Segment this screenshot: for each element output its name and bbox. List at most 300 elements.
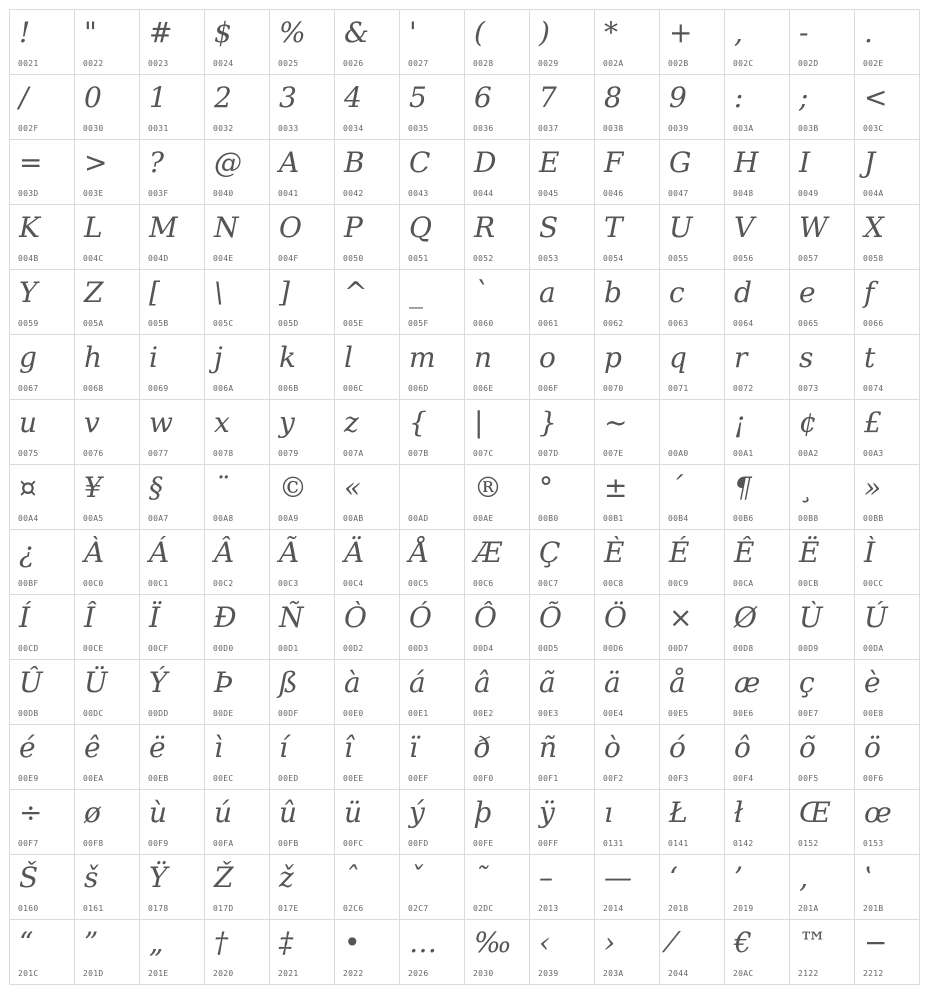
glyph-sample: û — [279, 796, 298, 829]
glyph-cell[interactable] — [725, 205, 790, 270]
glyph-cell[interactable] — [10, 790, 75, 855]
glyph-cell[interactable] — [595, 205, 660, 270]
glyph-cell[interactable] — [10, 855, 75, 920]
glyph-cell[interactable] — [465, 270, 530, 335]
glyph-codepoint: 0027 — [408, 59, 429, 68]
glyph-cell[interactable] — [205, 270, 270, 335]
glyph-cell[interactable] — [75, 920, 140, 985]
glyph-cell[interactable] — [400, 270, 465, 335]
glyph-cell[interactable] — [855, 530, 920, 595]
glyph-cell[interactable] — [205, 10, 270, 75]
glyph-codepoint: 005B — [148, 319, 169, 328]
glyph-codepoint: 0067 — [18, 384, 39, 393]
glyph-cell[interactable] — [205, 75, 270, 140]
glyph-codepoint: 00C7 — [538, 579, 559, 588]
glyph-cell[interactable] — [790, 595, 855, 660]
glyph-cell[interactable] — [725, 790, 790, 855]
glyph-cell[interactable] — [140, 920, 205, 985]
glyph-cell[interactable] — [270, 270, 335, 335]
glyph-codepoint: 002B — [668, 59, 689, 68]
glyph-codepoint: 002C — [733, 59, 754, 68]
glyph-sample: Ú — [864, 601, 888, 634]
glyph-cell[interactable] — [400, 400, 465, 465]
glyph-cell[interactable] — [465, 205, 530, 270]
glyph-sample: ò — [604, 731, 621, 764]
glyph-cell[interactable] — [855, 725, 920, 790]
glyph-codepoint: 0031 — [148, 124, 169, 133]
glyph-codepoint: 00D1 — [278, 644, 299, 653]
glyph-cell[interactable] — [660, 920, 725, 985]
glyph-cell[interactable] — [660, 660, 725, 725]
glyph-cell[interactable] — [660, 270, 725, 335]
glyph-cell[interactable] — [335, 660, 400, 725]
glyph-cell[interactable] — [140, 530, 205, 595]
glyph-cell[interactable] — [465, 855, 530, 920]
glyph-cell[interactable] — [140, 855, 205, 920]
glyph-cell[interactable] — [335, 400, 400, 465]
glyph-codepoint: 002F — [18, 124, 39, 133]
glyph-cell[interactable] — [270, 335, 335, 400]
glyph-codepoint: 002E — [863, 59, 884, 68]
glyph-sample: Q — [409, 211, 432, 244]
glyph-cell[interactable] — [725, 855, 790, 920]
glyph-codepoint: 0033 — [278, 124, 299, 133]
glyph-codepoint: 00E2 — [473, 709, 494, 718]
glyph-cell[interactable] — [270, 75, 335, 140]
glyph-cell[interactable] — [75, 335, 140, 400]
glyph-cell[interactable] — [10, 595, 75, 660]
glyph-cell[interactable] — [10, 140, 75, 205]
glyph-cell[interactable] — [725, 465, 790, 530]
glyph-codepoint: 0044 — [473, 189, 494, 198]
glyph-cell[interactable] — [595, 465, 660, 530]
glyph-cell[interactable] — [10, 465, 75, 530]
glyph-cell[interactable] — [140, 465, 205, 530]
glyph-cell[interactable] — [790, 530, 855, 595]
glyph-codepoint: 00DA — [863, 644, 884, 653]
glyph-sample: & — [344, 16, 369, 49]
glyph-sample: R — [474, 211, 496, 244]
glyph-cell[interactable] — [530, 75, 595, 140]
glyph-cell[interactable] — [75, 205, 140, 270]
glyph-sample: â — [474, 666, 491, 699]
glyph-cell[interactable] — [270, 790, 335, 855]
glyph-cell[interactable] — [205, 530, 270, 595]
glyph-cell[interactable] — [530, 530, 595, 595]
glyph-cell[interactable] — [790, 790, 855, 855]
glyph-cell[interactable] — [75, 400, 140, 465]
glyph-cell[interactable] — [140, 10, 205, 75]
glyph-cell[interactable] — [10, 530, 75, 595]
glyph-cell[interactable] — [75, 530, 140, 595]
glyph-cell[interactable] — [660, 465, 725, 530]
glyph-cell[interactable] — [855, 400, 920, 465]
glyph-cell[interactable] — [205, 400, 270, 465]
glyph-cell[interactable] — [400, 335, 465, 400]
glyph-codepoint: 0039 — [668, 124, 689, 133]
glyph-sample: P — [344, 211, 363, 244]
glyph-sample: x — [214, 406, 230, 439]
glyph-cell[interactable] — [855, 270, 920, 335]
glyph-cell[interactable] — [790, 270, 855, 335]
glyph-cell[interactable] — [335, 725, 400, 790]
glyph-cell[interactable] — [205, 790, 270, 855]
glyph-codepoint: 00F1 — [538, 774, 559, 783]
glyph-codepoint: 0065 — [798, 319, 819, 328]
glyph-cell[interactable] — [335, 855, 400, 920]
glyph-cell[interactable] — [205, 660, 270, 725]
glyph-sample: = — [19, 146, 43, 179]
glyph-cell[interactable] — [10, 75, 75, 140]
glyph-cell[interactable] — [790, 920, 855, 985]
glyph-cell[interactable] — [595, 790, 660, 855]
glyph-cell[interactable] — [465, 790, 530, 855]
glyph-cell[interactable] — [465, 335, 530, 400]
glyph-cell[interactable] — [140, 140, 205, 205]
glyph-sample: p — [604, 341, 622, 374]
glyph-sample: W — [799, 211, 828, 244]
glyph-cell[interactable] — [335, 140, 400, 205]
glyph-cell[interactable] — [530, 140, 595, 205]
glyph-cell[interactable] — [270, 10, 335, 75]
glyph-cell[interactable] — [855, 920, 920, 985]
glyph-sample: N — [214, 211, 239, 244]
glyph-cell[interactable] — [140, 400, 205, 465]
glyph-codepoint: 00A8 — [213, 514, 234, 523]
glyph-cell[interactable] — [270, 400, 335, 465]
glyph-cell[interactable] — [75, 10, 140, 75]
glyph-codepoint: 0059 — [18, 319, 39, 328]
glyph-codepoint: 0054 — [603, 254, 624, 263]
glyph-sample: i — [149, 341, 158, 374]
glyph-cell[interactable] — [725, 400, 790, 465]
glyph-cell[interactable] — [790, 660, 855, 725]
glyph-sample: ø — [84, 796, 101, 829]
glyph-cell[interactable] — [725, 10, 790, 75]
glyph-cell[interactable] — [270, 920, 335, 985]
glyph-codepoint: 2044 — [668, 969, 689, 978]
glyph-sample: Ł — [669, 796, 688, 829]
glyph-cell[interactable] — [400, 530, 465, 595]
glyph-codepoint: 0063 — [668, 319, 689, 328]
glyph-cell[interactable] — [790, 75, 855, 140]
glyph-cell[interactable] — [400, 595, 465, 660]
glyph-sample: Ù — [799, 601, 823, 634]
glyph-sample: á — [409, 666, 426, 699]
glyph-codepoint: 00F0 — [473, 774, 494, 783]
glyph-cell[interactable] — [530, 270, 595, 335]
glyph-cell[interactable] — [10, 400, 75, 465]
glyph-cell[interactable] — [660, 725, 725, 790]
glyph-codepoint: 00C8 — [603, 579, 624, 588]
glyph-cell[interactable] — [725, 335, 790, 400]
glyph-codepoint: 00FF — [538, 839, 559, 848]
glyph-cell[interactable] — [335, 335, 400, 400]
glyph-sample: z — [344, 406, 359, 439]
glyph-cell[interactable] — [855, 140, 920, 205]
glyph-sample: A — [279, 146, 300, 179]
glyph-codepoint: 00D0 — [213, 644, 234, 653]
glyph-cell[interactable] — [75, 790, 140, 855]
glyph-grid — [9, 9, 920, 985]
glyph-sample: ” — [84, 926, 99, 959]
glyph-cell[interactable] — [75, 75, 140, 140]
glyph-cell[interactable] — [205, 335, 270, 400]
glyph-cell[interactable] — [725, 595, 790, 660]
glyph-cell[interactable] — [790, 400, 855, 465]
glyph-cell[interactable] — [530, 660, 595, 725]
glyph-cell[interactable] — [270, 530, 335, 595]
glyph-codepoint: 007A — [343, 449, 364, 458]
glyph-cell[interactable] — [855, 75, 920, 140]
glyph-sample: [ — [149, 276, 160, 309]
glyph-cell[interactable] — [140, 205, 205, 270]
glyph-codepoint: 0053 — [538, 254, 559, 263]
glyph-cell[interactable] — [270, 660, 335, 725]
glyph-cell[interactable] — [660, 10, 725, 75]
glyph-cell[interactable] — [140, 335, 205, 400]
glyph-cell[interactable] — [465, 140, 530, 205]
glyph-cell[interactable] — [335, 595, 400, 660]
glyph-cell[interactable] — [790, 140, 855, 205]
glyph-codepoint: 0023 — [148, 59, 169, 68]
glyph-sample: ä — [604, 666, 621, 699]
glyph-cell[interactable] — [270, 595, 335, 660]
glyph-codepoint: 0077 — [148, 449, 169, 458]
glyph-cell[interactable] — [140, 660, 205, 725]
glyph-codepoint: 004F — [278, 254, 299, 263]
glyph-codepoint: 0068 — [83, 384, 104, 393]
glyph-cell[interactable] — [530, 790, 595, 855]
glyph-cell[interactable] — [335, 920, 400, 985]
glyph-cell[interactable] — [400, 725, 465, 790]
glyph-cell[interactable] — [10, 270, 75, 335]
glyph-cell[interactable] — [530, 595, 595, 660]
glyph-cell[interactable] — [205, 205, 270, 270]
glyph-cell[interactable] — [270, 855, 335, 920]
glyph-cell[interactable] — [335, 790, 400, 855]
glyph-cell[interactable] — [725, 530, 790, 595]
glyph-cell[interactable] — [530, 400, 595, 465]
glyph-cell[interactable] — [530, 465, 595, 530]
glyph-cell[interactable] — [595, 660, 660, 725]
glyph-cell[interactable] — [855, 660, 920, 725]
glyph-cell[interactable] — [465, 465, 530, 530]
glyph-codepoint: 002D — [798, 59, 819, 68]
glyph-cell[interactable] — [140, 595, 205, 660]
glyph-cell[interactable] — [790, 465, 855, 530]
glyph-cell[interactable] — [75, 725, 140, 790]
glyph-cell[interactable] — [855, 205, 920, 270]
glyph-cell[interactable] — [270, 140, 335, 205]
glyph-codepoint: 02C7 — [408, 904, 429, 913]
glyph-cell[interactable] — [400, 790, 465, 855]
glyph-cell[interactable] — [530, 725, 595, 790]
glyph-cell[interactable] — [855, 790, 920, 855]
glyph-cell[interactable] — [400, 10, 465, 75]
glyph-codepoint: 0073 — [798, 384, 819, 393]
glyph-cell[interactable] — [10, 10, 75, 75]
glyph-cell[interactable] — [725, 75, 790, 140]
glyph-cell[interactable] — [140, 75, 205, 140]
glyph-codepoint: 00EC — [213, 774, 234, 783]
glyph-cell[interactable] — [140, 270, 205, 335]
glyph-cell[interactable] — [465, 530, 530, 595]
glyph-cell[interactable] — [595, 10, 660, 75]
glyph-cell[interactable] — [465, 595, 530, 660]
glyph-cell[interactable] — [10, 920, 75, 985]
glyph-cell[interactable] — [205, 855, 270, 920]
glyph-codepoint: 00F3 — [668, 774, 689, 783]
glyph-cell[interactable] — [10, 660, 75, 725]
glyph-cell[interactable] — [530, 920, 595, 985]
glyph-cell[interactable] — [530, 335, 595, 400]
glyph-cell[interactable] — [335, 10, 400, 75]
glyph-cell[interactable] — [270, 725, 335, 790]
glyph-cell[interactable] — [595, 595, 660, 660]
glyph-cell[interactable] — [465, 920, 530, 985]
glyph-cell[interactable] — [205, 140, 270, 205]
glyph-cell[interactable] — [530, 855, 595, 920]
glyph-codepoint: 00CF — [148, 644, 169, 653]
glyph-cell[interactable] — [595, 855, 660, 920]
glyph-cell[interactable] — [790, 335, 855, 400]
glyph-cell[interactable] — [205, 725, 270, 790]
glyph-cell[interactable] — [465, 400, 530, 465]
glyph-cell[interactable] — [270, 205, 335, 270]
glyph-cell[interactable] — [660, 400, 725, 465]
glyph-codepoint: 00F5 — [798, 774, 819, 783]
glyph-codepoint: 0074 — [863, 384, 884, 393]
glyph-codepoint: 00CB — [798, 579, 819, 588]
glyph-cell[interactable] — [400, 140, 465, 205]
glyph-cell[interactable] — [790, 855, 855, 920]
glyph-cell[interactable] — [855, 855, 920, 920]
glyph-cell[interactable] — [465, 725, 530, 790]
glyph-cell[interactable] — [530, 205, 595, 270]
glyph-cell[interactable] — [595, 725, 660, 790]
glyph-cell[interactable] — [530, 10, 595, 75]
glyph-cell[interactable] — [595, 920, 660, 985]
glyph-cell[interactable] — [335, 530, 400, 595]
glyph-cell[interactable] — [75, 595, 140, 660]
glyph-cell[interactable] — [400, 75, 465, 140]
glyph-cell[interactable] — [75, 270, 140, 335]
glyph-codepoint: 00A7 — [148, 514, 169, 523]
glyph-codepoint: 007C — [473, 449, 494, 458]
glyph-cell[interactable] — [595, 335, 660, 400]
glyph-cell[interactable] — [465, 660, 530, 725]
glyph-cell[interactable] — [75, 660, 140, 725]
glyph-cell[interactable] — [205, 595, 270, 660]
glyph-cell[interactable] — [400, 920, 465, 985]
glyph-cell[interactable] — [10, 205, 75, 270]
glyph-cell[interactable] — [75, 855, 140, 920]
glyph-cell[interactable] — [725, 920, 790, 985]
glyph-cell[interactable] — [205, 465, 270, 530]
glyph-cell[interactable] — [75, 140, 140, 205]
glyph-sample: † — [214, 926, 228, 959]
glyph-cell[interactable] — [400, 855, 465, 920]
glyph-cell[interactable] — [855, 595, 920, 660]
glyph-sample: 4 — [344, 81, 362, 114]
glyph-cell[interactable] — [790, 725, 855, 790]
glyph-cell[interactable] — [855, 10, 920, 75]
glyph-cell[interactable] — [660, 855, 725, 920]
glyph-codepoint: 0060 — [473, 319, 494, 328]
glyph-cell[interactable] — [725, 660, 790, 725]
glyph-cell[interactable] — [660, 75, 725, 140]
glyph-cell[interactable] — [660, 595, 725, 660]
glyph-sample: ` — [474, 276, 488, 309]
glyph-codepoint: 0024 — [213, 59, 234, 68]
glyph-cell[interactable] — [335, 205, 400, 270]
glyph-cell[interactable] — [335, 270, 400, 335]
glyph-cell[interactable] — [595, 530, 660, 595]
glyph-cell[interactable] — [75, 465, 140, 530]
glyph-cell[interactable] — [595, 75, 660, 140]
glyph-codepoint: 00F6 — [863, 774, 884, 783]
glyph-codepoint: 0057 — [798, 254, 819, 263]
glyph-codepoint: 005F — [408, 319, 429, 328]
glyph-cell[interactable] — [335, 465, 400, 530]
glyph-cell[interactable] — [660, 530, 725, 595]
glyph-cell[interactable] — [725, 270, 790, 335]
glyph-sample: ~ — [604, 406, 628, 439]
glyph-cell[interactable] — [595, 270, 660, 335]
glyph-sample: 5 — [409, 81, 427, 114]
glyph-cell[interactable] — [725, 140, 790, 205]
glyph-cell[interactable] — [790, 205, 855, 270]
glyph-cell[interactable] — [10, 725, 75, 790]
glyph-codepoint: 2019 — [733, 904, 754, 913]
glyph-cell[interactable] — [595, 400, 660, 465]
glyph-codepoint: 2022 — [343, 969, 364, 978]
glyph-sample: Ø — [734, 601, 757, 634]
glyph-cell[interactable] — [270, 465, 335, 530]
glyph-cell[interactable] — [660, 140, 725, 205]
glyph-codepoint: 00D4 — [473, 644, 494, 653]
glyph-sample: ˆ — [344, 861, 358, 894]
glyph-sample: V — [734, 211, 755, 244]
glyph-cell[interactable] — [465, 75, 530, 140]
glyph-cell[interactable] — [140, 790, 205, 855]
glyph-cell[interactable] — [400, 465, 465, 530]
glyph-cell[interactable] — [725, 725, 790, 790]
glyph-cell[interactable] — [855, 335, 920, 400]
glyph-cell[interactable] — [660, 335, 725, 400]
glyph-cell[interactable] — [790, 10, 855, 75]
glyph-cell[interactable] — [855, 465, 920, 530]
glyph-cell[interactable] — [465, 10, 530, 75]
glyph-cell[interactable] — [140, 725, 205, 790]
glyph-cell[interactable] — [595, 140, 660, 205]
glyph-sample: ¶ — [734, 471, 752, 504]
glyph-cell[interactable] — [10, 335, 75, 400]
glyph-sample: $ — [214, 16, 232, 49]
glyph-codepoint: 00C5 — [408, 579, 429, 588]
glyph-cell[interactable] — [660, 205, 725, 270]
glyph-codepoint: 00DD — [148, 709, 169, 718]
glyph-cell[interactable] — [400, 205, 465, 270]
glyph-cell[interactable] — [205, 920, 270, 985]
glyph-cell[interactable] — [335, 75, 400, 140]
glyph-cell[interactable] — [400, 660, 465, 725]
glyph-cell[interactable] — [660, 790, 725, 855]
glyph-codepoint: 004C — [83, 254, 104, 263]
glyph-sample: ¢ — [799, 406, 817, 439]
glyph-codepoint: 00D5 — [538, 644, 559, 653]
